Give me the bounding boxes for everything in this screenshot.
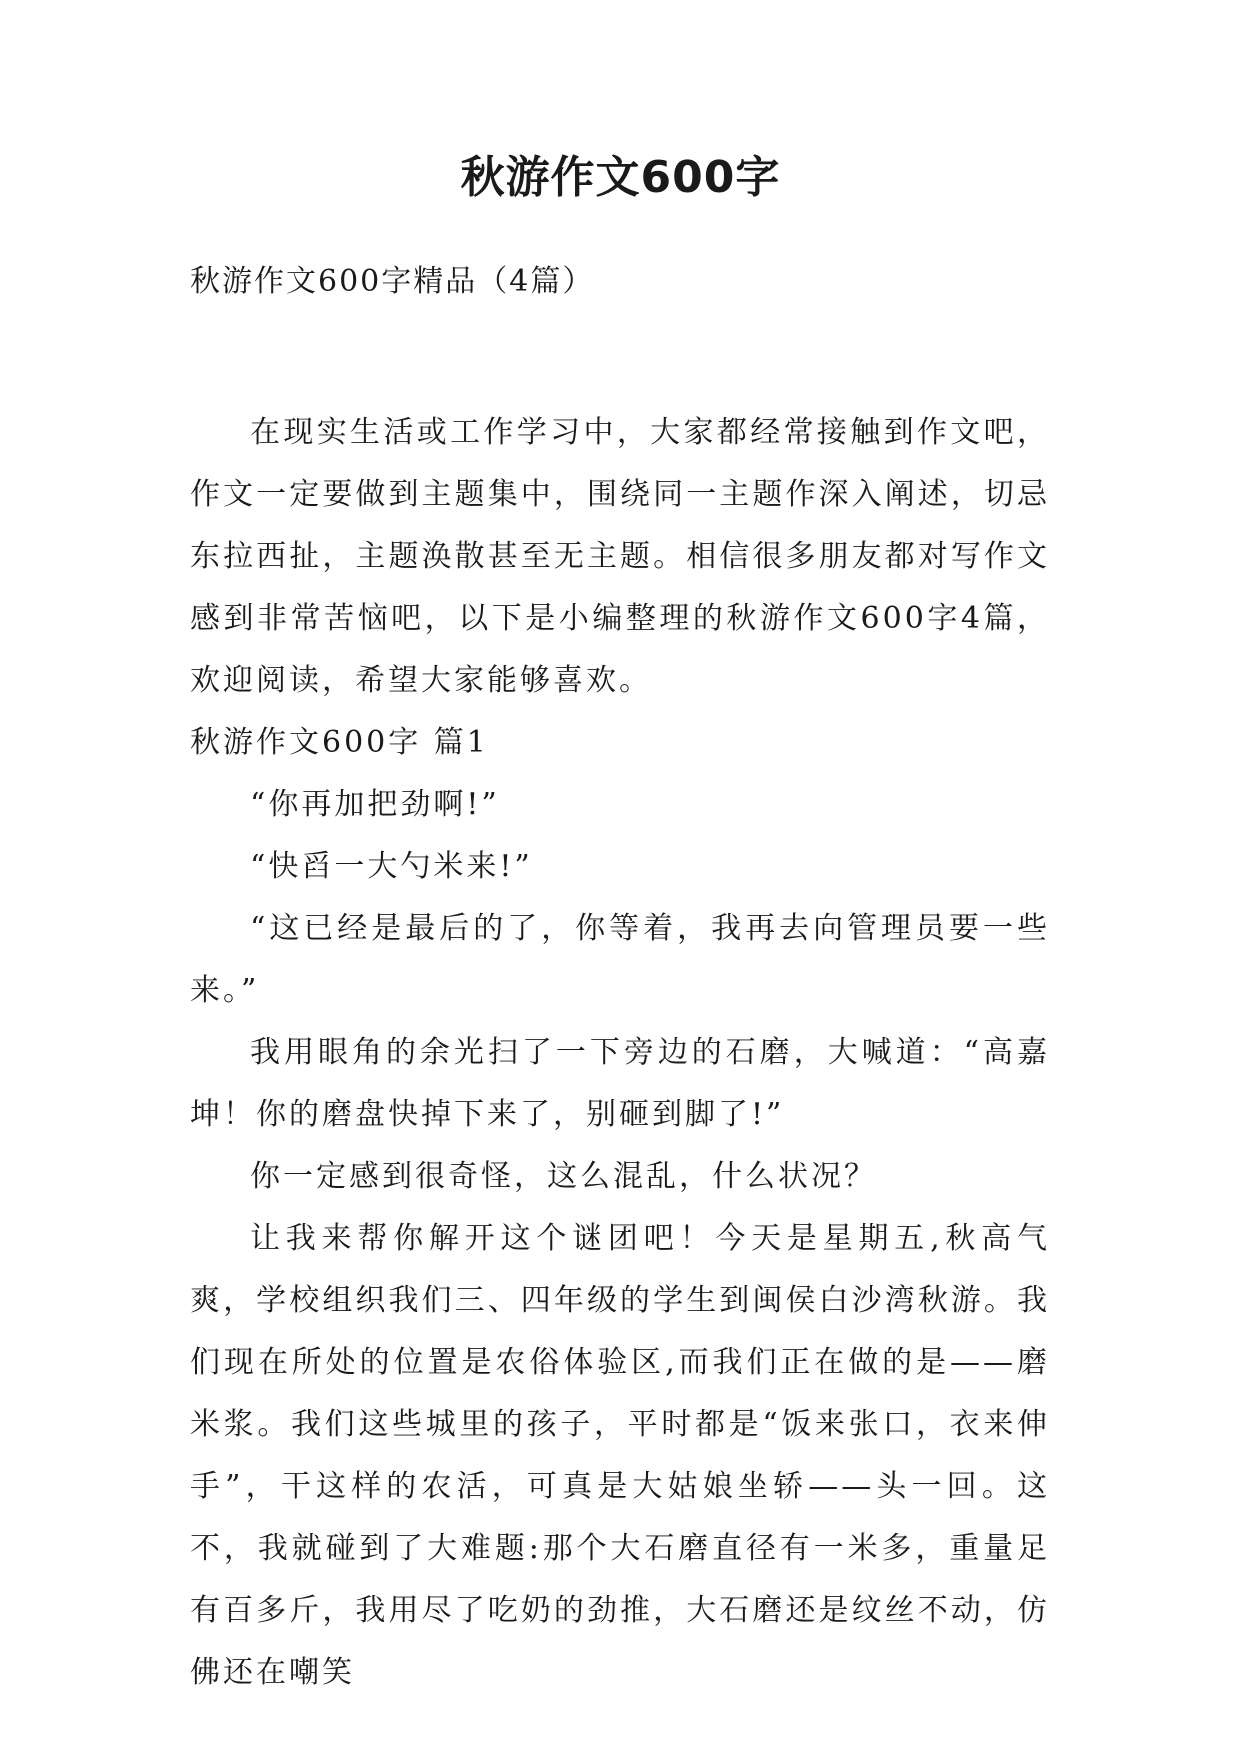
document-title: 秋游作文600字 xyxy=(460,152,781,203)
body-paragraph: “你再加把劲啊!” xyxy=(250,787,500,822)
body-paragraph: 我用眼角的余光扫了一下旁边的石磨，大喊道：“高嘉坤！你的磨盘快掉下来了，别砸到脚了!” xyxy=(190,1035,1050,1132)
intro-paragraph: 在现实生活或工作学习中，大家都经常接触到作文吧，作文一定要做到主题集中，围绕同一主题作深入阐述，切忌东拉西扯，主题涣散甚至无主题。相信很多朋友都对写作文感到非常苦恼吧，以下是小编整理的秋游作文600字4篇，欢迎阅读，希望大家能够喜欢。 xyxy=(190,415,1050,698)
body-paragraph: 你一定感到很奇怪，这么混乱，什么状况？ xyxy=(250,1159,877,1194)
section-heading: 秋游作文600字 篇1 xyxy=(190,725,489,760)
document-subtitle: 秋游作文600字精品（4篇） xyxy=(190,264,595,299)
body-paragraph: “快舀一大勺米来!” xyxy=(250,849,533,884)
document-body xyxy=(190,402,1050,1704)
body-paragraph: 让我来帮你解开这个谜团吧！今天是星期五,秋高气爽，学校组织我们三、四年级的学生到闽侯白沙湾秋游。我们现在所处的位置是农俗体验区,而我们正在做的是——磨米浆。我们这些城里的孩子，平时都是“饭来张口，衣来伸手”，干这样的农活，可真是大姑娘坐轿——头一回。这不，我就碰到了大难题:那个大石磨直径有一米多，重量足有百多斤，我用尽了吃奶的劲推，大石磨还是纹丝不动，仿佛还在嘲笑 xyxy=(190,1221,1050,1690)
body-paragraph: “这已经是最后的了，你等着，我再去向管理员要一些来。” xyxy=(190,911,1050,1008)
